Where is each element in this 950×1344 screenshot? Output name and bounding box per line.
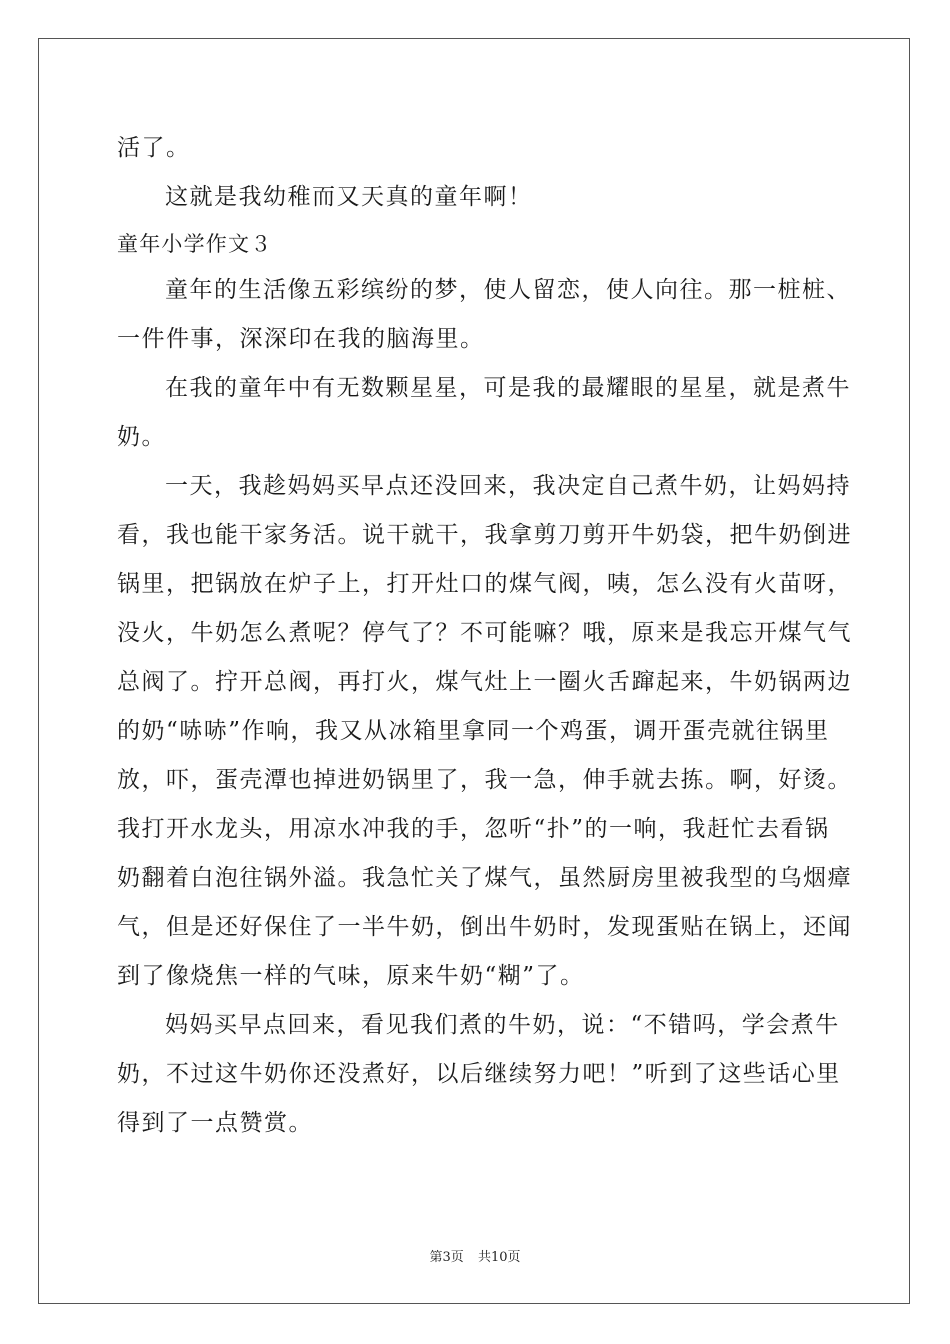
paragraph-line: 一天，我趁妈妈买早点还没回来，我决定自己煮牛奶，让妈妈持 [165, 473, 851, 499]
page-number: 第3页 [429, 1250, 464, 1265]
page-footer [0, 1249, 950, 1267]
paragraph-line: 放，吓，蛋壳潭也掉进奶锅里了，我一急，伸手就去拣。啊，好烫。 [117, 767, 852, 793]
paragraph-line: 一件件事，深深印在我的脑海里。 [117, 326, 485, 352]
paragraph-line: 妈妈买早点回来，看见我们煮的牛奶，说：“不错吗，学会煮牛 [165, 1012, 840, 1038]
paragraph-line: 气，但是还好保住了一半牛奶，倒出牛奶时，发现蛋贴在锅上，还闻 [117, 914, 852, 940]
paragraph-line: 奶。 [117, 424, 166, 450]
paragraph-line: 得到了一点赞赏。 [117, 1110, 313, 1136]
paragraph-line: 活了。 [117, 135, 191, 161]
paragraph-line: 锅里，把锅放在炉子上，打开灶口的煤气阀，咦，怎么没有火苗呀， [117, 571, 852, 597]
paragraph-line: 奶，不过这牛奶你还没煮好，以后继续努力吧！”听到了这些话心里 [117, 1061, 841, 1087]
section-heading: 童年小学作文３ [117, 232, 273, 256]
page-total: 共10页 [477, 1250, 521, 1265]
paragraph-line: 我打开水龙头，用凉水冲我的手，忽听“扑”的一响，我赶忙去看锅 [117, 816, 830, 842]
paragraph-line: 总阀了。拧开总阀，再打火，煤气灶上一圈火舌蹿起来，牛奶锅两边 [117, 669, 852, 695]
paragraph-line: 没火，牛奶怎么煮呢？停气了？不可能嘛？哦，原来是我忘开煤气气 [117, 620, 852, 646]
paragraph-line: 的奶“哧哧”作响，我又从冰箱里拿同一个鸡蛋，调开蛋壳就往锅里 [117, 718, 830, 744]
paragraph-line: 童年的生活像五彩缤纷的梦，使人留恋，使人向往。那一桩桩、 [165, 277, 851, 303]
paragraph-line: 奶翻着白泡往锅外溢。我急忙关了煤气，虽然厨房里被我型的乌烟瘴 [117, 865, 852, 891]
paragraph-line: 在我的童年中有无数颗星星，可是我的最耀眼的星星，就是煮牛 [165, 375, 851, 401]
paragraph-line: 这就是我幼稚而又天真的童年啊！ [165, 184, 533, 210]
document-body [117, 124, 852, 1148]
paragraph-line: 到了像烧焦一样的气味，原来牛奶“糊”了。 [117, 963, 585, 989]
paragraph-line: 看，我也能干家务活。说干就干，我拿剪刀剪开牛奶袋，把牛奶倒进 [117, 522, 852, 548]
